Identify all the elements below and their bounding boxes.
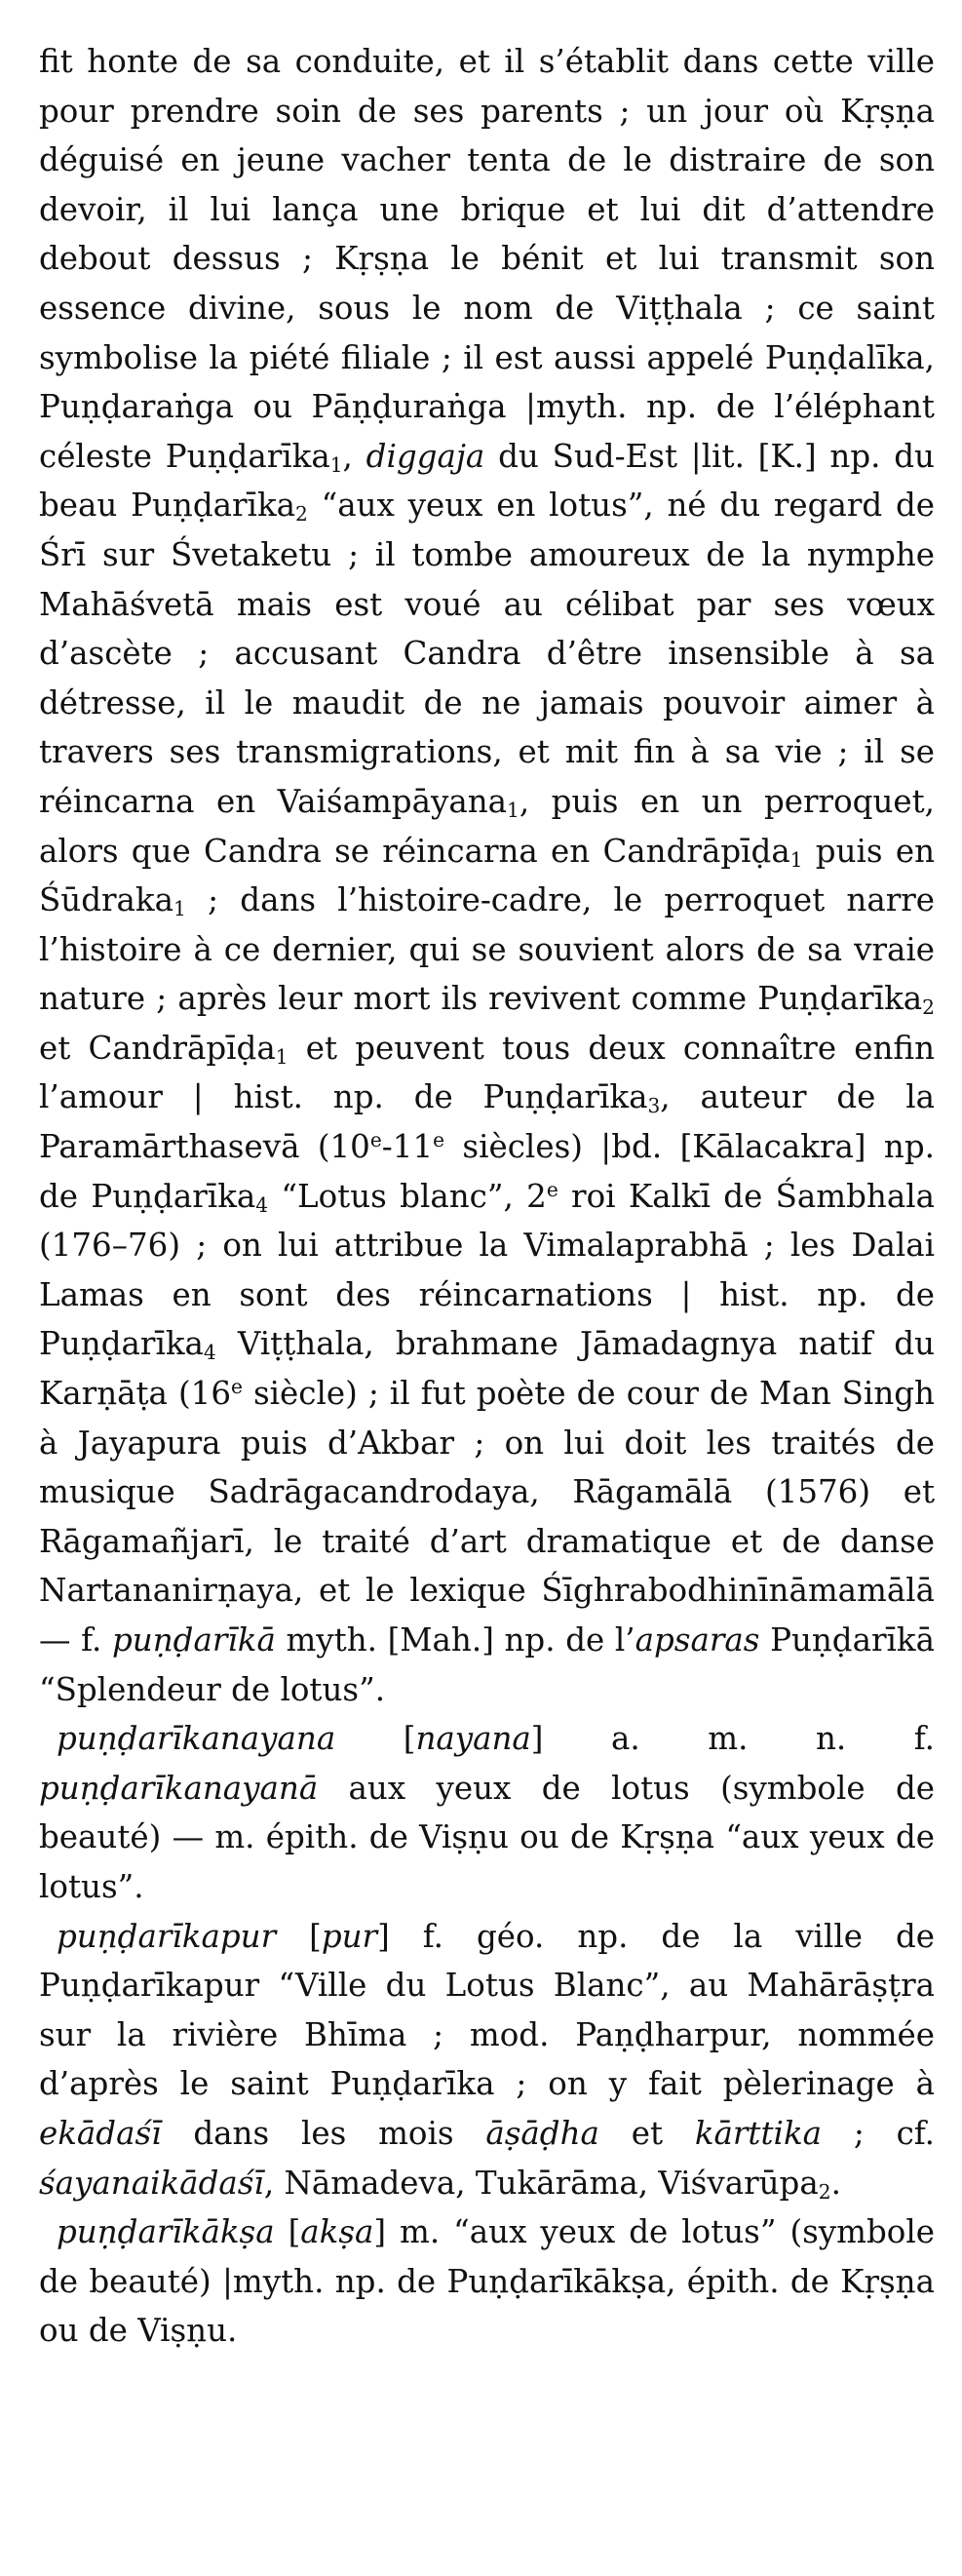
text-run: et Candrāpīḍa	[39, 1029, 276, 1067]
text-run: “aux yeux en lotus”, né du regard de Śrī sur Śvetaketu ; il tombe amoureux de la nymphe Mahāśvetā mais est voué au célibat par ses vœux d’ascète ; accusant Candra d’être insensible à sa détresse, il le maudit de ne jamais pouvoir aimer à travers ses transmigrations, et mit fin à sa vie ; il se réincarna en Vaiśampāyana	[39, 487, 935, 820]
text-run: .	[830, 2164, 841, 2202]
italic-term: puṇḍarīkapur	[57, 1917, 277, 1955]
text-run: -11	[381, 1128, 434, 1166]
index-subscript: 4	[203, 1341, 216, 1365]
text-run: ; dans l’histoire-cadre, le perroquet narre l’histoire à ce dernier, qui se souvient alors de sa vraie nature ; après leur mort ils revivent comme Puṇḍarīka	[39, 881, 935, 1018]
index-subscript: 3	[647, 1094, 661, 1118]
text-run: roi Kalkī de Śambhala (176–76) ; on lui attribue la Vimalaprabhā ; les Dalai Lamas en sont des réincarnations | hist. np. de Puṇḍarīka	[39, 1177, 936, 1363]
index-subscript: 4	[255, 1192, 269, 1217]
text-run: Viṭṭhala, brahmane Jāmadagnya natif du Karṇāṭa (16	[39, 1325, 935, 1413]
text-run: ] a. m. n. f.	[530, 1720, 935, 1758]
text-run: ,	[342, 437, 366, 475]
text-run: [	[276, 1917, 322, 1955]
italic-term: nayana	[415, 1720, 531, 1758]
ordinal-superscript: e	[231, 1374, 243, 1398]
italic-term: śayanaikādaśī	[39, 2164, 264, 2202]
entry-pundarikaksa	[39, 2207, 935, 2356]
entry-pundarikapur	[39, 1912, 935, 2208]
ordinal-superscript: e	[433, 1127, 445, 1151]
text-run: [	[274, 2213, 301, 2251]
text-run: fit honte de sa conduite, et il s’établit dans cette ville pour prendre soin de ses parents ; un jour où Kṛṣṇa déguisé en jeune vacher tenta de le distraire de son devoir, il lui lança une brique et lui dit d’attendre debout dessus ; Kṛṣṇa le bénit et lui transmit son essence divine, sous le nom de Viṭṭhala ; ce saint symbolise la piété filiale ; il est aussi appelé Puṇḍalīka, Puṇḍaraṅga ou Pāṇḍuraṅga |myth. np. de l’éléphant céleste Puṇḍarīka	[39, 43, 935, 475]
text-run: Puṇḍarīkā “Splendeur de lotus”.	[39, 1621, 935, 1708]
index-subscript: 2	[295, 502, 308, 527]
text-run: siècles) |bd. [Kālacakra] np. de Puṇḍarīka	[39, 1128, 935, 1215]
italic-term: kārttika	[694, 2114, 823, 2152]
italic-term: apsaras	[635, 1621, 760, 1659]
text-run: , Nāmadeva, Tukārāma, Viśvarūpa	[263, 2164, 819, 2202]
text-run: aux yeux de lotus (symbole de beauté) — m. épith. de Viṣṇu ou de Kṛṣṇa “aux yeux de lotus”.	[39, 1769, 935, 1905]
italic-term: puṇḍarīkākṣa	[57, 2213, 275, 2251]
text-run: , auteur de la Paramārthasevā (10	[39, 1078, 935, 1166]
italic-term: puṇḍarīkā	[111, 1621, 276, 1659]
index-subscript: 1	[789, 847, 803, 872]
index-subscript: 1	[275, 1044, 289, 1069]
text-run: “Lotus blanc”, 2	[268, 1177, 547, 1215]
ordinal-superscript: e	[369, 1127, 382, 1151]
italic-term: ekādaśī	[39, 2114, 162, 2152]
index-subscript: 2	[922, 995, 935, 1020]
text-run: ; cf.	[822, 2114, 935, 2152]
index-subscript: 1	[173, 897, 186, 921]
text-run: , puis en un perroquet, alors que Candra se réincarna en Candrāpīḍa	[39, 782, 935, 870]
text-run: puis en Śūdraka	[39, 832, 935, 919]
text-run: et peuvent tous deux connaître enfin l’amour | hist. np. de Puṇḍarīka	[39, 1029, 936, 1116]
italic-term: pur	[321, 1917, 378, 1955]
entry-pundarikanayana	[39, 1714, 935, 1911]
italic-term: puṇḍarīkanayanā	[39, 1769, 319, 1807]
index-subscript: 1	[507, 798, 519, 822]
italic-term: āṣāḍha	[485, 2114, 599, 2152]
index-subscript: 2	[818, 2179, 831, 2204]
text-run: [	[335, 1720, 416, 1758]
text-run: du Sud-Est |lit. [K.] np. du beau Puṇḍarīka	[39, 437, 935, 525]
italic-term: akṣa	[300, 2213, 374, 2251]
entry-pundarika-continuation	[39, 37, 935, 1714]
index-subscript: 1	[329, 452, 343, 477]
ordinal-superscript: e	[546, 1177, 558, 1201]
text-run: myth. [Mah.] np. de l’	[275, 1621, 635, 1659]
text-run: dans les mois	[161, 2114, 486, 2152]
italic-term: diggaja	[366, 437, 485, 475]
text-run: et	[598, 2114, 695, 2152]
text-run: ] f. géo. np. de la ville de Puṇḍarīkapur “Ville du Lotus Blanc”, au Mahārāṣṭra sur la rivière Bhīma ; mod. Paṇḍharpur, nommée d’après le saint Puṇḍarīka ; on y fait pèlerinage à	[39, 1917, 936, 2103]
text-run: siècle) ; il fut poète de cour de Man Singh à Jayapura puis d’Akbar ; on lui doit les traités de musique Sadrāgacandrodaya, Rāgamālā (1576) et Rāgamañjarī, le traité d’art dramatique et de danse Nartananirṇaya, et le lexique Śīghrabodhinīnāmamālā — f.	[39, 1375, 935, 1659]
italic-term: puṇḍarīkanayana	[57, 1720, 336, 1758]
text-run: ] m. “aux yeux de lotus” (symbole de beauté) |myth. np. de Puṇḍarīkākṣa, épith. de Kṛṣṇa ou de Viṣṇu.	[39, 2213, 935, 2350]
